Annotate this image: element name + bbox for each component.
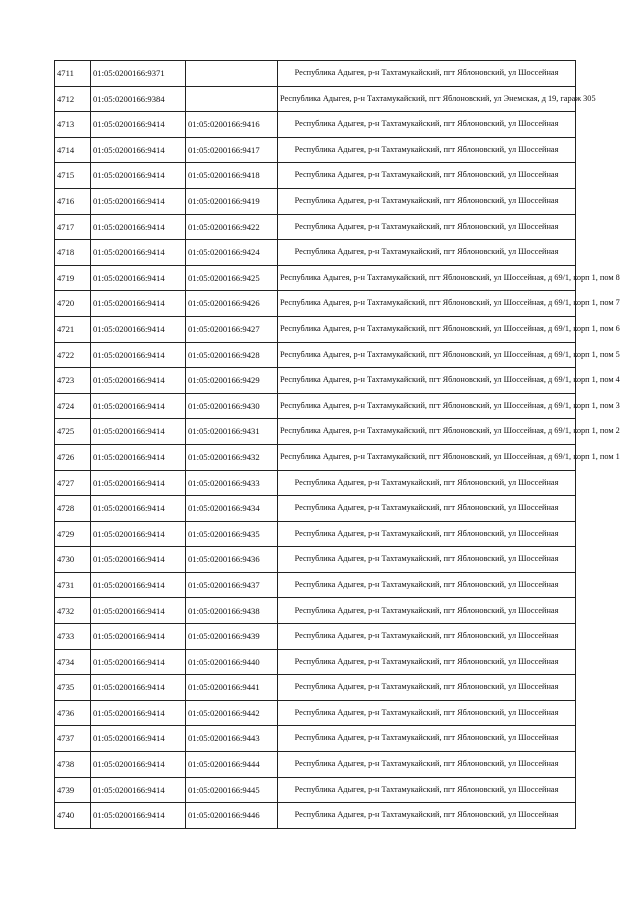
- address-cell: Республика Адыгея, р-н Тахтамукайский, пгт Яблоновский, ул Шоссейная: [278, 675, 576, 701]
- related-cadastral-number-cell: 01:05:0200166:9444: [186, 752, 278, 778]
- address-cell: Республика Адыгея, р-н Тахтамукайский, пгт Яблоновский, ул Шоссейная, д 69/1, корп 1, пом 5: [278, 342, 576, 368]
- table-row: [55, 368, 576, 394]
- table-row: [55, 803, 576, 829]
- table-row: [55, 624, 576, 650]
- related-cadastral-number-cell: 01:05:0200166:9446: [186, 803, 278, 829]
- row-number-cell: 4725: [55, 419, 91, 445]
- row-number-cell: 4729: [55, 521, 91, 547]
- row-number-cell: 4728: [55, 496, 91, 522]
- row-number-cell: 4715: [55, 163, 91, 189]
- table-row: [55, 649, 576, 675]
- related-cadastral-number-cell: 01:05:0200166:9427: [186, 316, 278, 342]
- cadastral-number-cell: 01:05:0200166:9414: [91, 470, 186, 496]
- related-cadastral-number-cell: 01:05:0200166:9418: [186, 163, 278, 189]
- address-cell: Республика Адыгея, р-н Тахтамукайский, пгт Яблоновский, ул Шоссейная, д 69/1, корп 1, пом 1: [278, 444, 576, 470]
- table-row: [55, 470, 576, 496]
- table-row: [55, 265, 576, 291]
- related-cadastral-number-cell: 01:05:0200166:9428: [186, 342, 278, 368]
- table-row: [55, 726, 576, 752]
- address-cell: Республика Адыгея, р-н Тахтамукайский, пгт Яблоновский, ул Шоссейная: [278, 214, 576, 240]
- table-row: [55, 342, 576, 368]
- cadastral-number-cell: 01:05:0200166:9414: [91, 547, 186, 573]
- row-number-cell: 4733: [55, 624, 91, 650]
- related-cadastral-number-cell: 01:05:0200166:9441: [186, 675, 278, 701]
- related-cadastral-number-cell: 01:05:0200166:9429: [186, 368, 278, 394]
- cadastral-number-cell: 01:05:0200166:9414: [91, 240, 186, 266]
- address-cell: Республика Адыгея, р-н Тахтамукайский, пгт Яблоновский, ул Шоссейная, д 69/1, корп 1, пом 3: [278, 393, 576, 419]
- address-cell: Республика Адыгея, р-н Тахтамукайский, пгт Яблоновский, ул Шоссейная, д 69/1, корп 1, пом 4: [278, 368, 576, 394]
- cadastral-number-cell: 01:05:0200166:9414: [91, 393, 186, 419]
- address-cell: Республика Адыгея, р-н Тахтамукайский, пгт Яблоновский, ул Шоссейная: [278, 61, 576, 87]
- row-number-cell: 4713: [55, 112, 91, 138]
- row-number-cell: 4712: [55, 86, 91, 112]
- row-number-cell: 4735: [55, 675, 91, 701]
- address-cell: Республика Адыгея, р-н Тахтамукайский, пгт Яблоновский, ул Шоссейная: [278, 137, 576, 163]
- cadastral-number-cell: 01:05:0200166:9414: [91, 649, 186, 675]
- cadastral-number-cell: 01:05:0200166:9414: [91, 675, 186, 701]
- related-cadastral-number-cell: 01:05:0200166:9416: [186, 112, 278, 138]
- related-cadastral-number-cell: 01:05:0200166:9425: [186, 265, 278, 291]
- related-cadastral-number-cell: [186, 86, 278, 112]
- row-number-cell: 4719: [55, 265, 91, 291]
- table-row: [55, 752, 576, 778]
- table-row: [55, 163, 576, 189]
- table-row: [55, 572, 576, 598]
- address-cell: Республика Адыгея, р-н Тахтамукайский, пгт Яблоновский, ул Шоссейная: [278, 240, 576, 266]
- address-cell: Республика Адыгея, р-н Тахтамукайский, пгт Яблоновский, ул Шоссейная: [278, 803, 576, 829]
- table-row: [55, 214, 576, 240]
- related-cadastral-number-cell: 01:05:0200166:9431: [186, 419, 278, 445]
- table-row: [55, 393, 576, 419]
- table-row: [55, 86, 576, 112]
- row-number-cell: 4716: [55, 188, 91, 214]
- address-cell: Республика Адыгея, р-н Тахтамукайский, пгт Яблоновский, ул Шоссейная, д 69/1, корп 1, пом 8: [278, 265, 576, 291]
- row-number-cell: 4740: [55, 803, 91, 829]
- table-row: [55, 521, 576, 547]
- related-cadastral-number-cell: 01:05:0200166:9439: [186, 624, 278, 650]
- row-number-cell: 4734: [55, 649, 91, 675]
- table-row: [55, 598, 576, 624]
- related-cadastral-number-cell: 01:05:0200166:9417: [186, 137, 278, 163]
- table-row: [55, 444, 576, 470]
- row-number-cell: 4731: [55, 572, 91, 598]
- cadastral-number-cell: 01:05:0200166:9414: [91, 291, 186, 317]
- row-number-cell: 4714: [55, 137, 91, 163]
- cadastral-number-cell: 01:05:0200166:9414: [91, 624, 186, 650]
- address-cell: Республика Адыгея, р-н Тахтамукайский, пгт Яблоновский, ул Шоссейная: [278, 496, 576, 522]
- row-number-cell: 4738: [55, 752, 91, 778]
- row-number-cell: 4732: [55, 598, 91, 624]
- table-row: [55, 700, 576, 726]
- table-row: [55, 496, 576, 522]
- address-cell: Республика Адыгея, р-н Тахтамукайский, пгт Яблоновский, ул Шоссейная: [278, 163, 576, 189]
- address-cell: Республика Адыгея, р-н Тахтамукайский, пгт Яблоновский, ул Шоссейная: [278, 624, 576, 650]
- cadastral-number-cell: 01:05:0200166:9414: [91, 700, 186, 726]
- address-cell: Республика Адыгея, р-н Тахтамукайский, пгт Яблоновский, ул Шоссейная: [278, 598, 576, 624]
- table-row: [55, 240, 576, 266]
- row-number-cell: 4736: [55, 700, 91, 726]
- address-cell: Республика Адыгея, р-н Тахтамукайский, пгт Яблоновский, ул Шоссейная: [278, 752, 576, 778]
- related-cadastral-number-cell: 01:05:0200166:9434: [186, 496, 278, 522]
- address-cell: Республика Адыгея, р-н Тахтамукайский, пгт Яблоновский, ул Шоссейная, д 69/1, корп 1, пом 7: [278, 291, 576, 317]
- related-cadastral-number-cell: 01:05:0200166:9443: [186, 726, 278, 752]
- registry-table-body: [55, 61, 620, 829]
- cadastral-number-cell: 01:05:0200166:9414: [91, 752, 186, 778]
- related-cadastral-number-cell: 01:05:0200166:9419: [186, 188, 278, 214]
- row-number-cell: 4711: [55, 61, 91, 87]
- table-row: [55, 137, 576, 163]
- row-number-cell: 4721: [55, 316, 91, 342]
- address-cell: Республика Адыгея, р-н Тахтамукайский, пгт Яблоновский, ул Шоссейная: [278, 112, 576, 138]
- row-number-cell: 4726: [55, 444, 91, 470]
- cadastral-number-cell: 01:05:0200166:9414: [91, 598, 186, 624]
- table-row: [55, 188, 576, 214]
- cadastral-number-cell: 01:05:0200166:9371: [91, 61, 186, 87]
- related-cadastral-number-cell: 01:05:0200166:9433: [186, 470, 278, 496]
- cadastral-number-cell: 01:05:0200166:9414: [91, 444, 186, 470]
- table-row: [55, 291, 576, 317]
- cadastral-number-cell: 01:05:0200166:9414: [91, 726, 186, 752]
- cadastral-number-cell: 01:05:0200166:9414: [91, 188, 186, 214]
- related-cadastral-number-cell: 01:05:0200166:9426: [186, 291, 278, 317]
- table-row: [55, 547, 576, 573]
- row-number-cell: 4724: [55, 393, 91, 419]
- cadastral-number-cell: 01:05:0200166:9414: [91, 137, 186, 163]
- address-cell: Республика Адыгея, р-н Тахтамукайский, пгт Яблоновский, ул Шоссейная: [278, 726, 576, 752]
- related-cadastral-number-cell: 01:05:0200166:9436: [186, 547, 278, 573]
- related-cadastral-number-cell: 01:05:0200166:9438: [186, 598, 278, 624]
- cadastral-number-cell: 01:05:0200166:9414: [91, 163, 186, 189]
- row-number-cell: 4739: [55, 777, 91, 803]
- address-cell: Республика Адыгея, р-н Тахтамукайский, пгт Яблоновский, ул Шоссейная: [278, 777, 576, 803]
- table-row: [55, 419, 576, 445]
- row-number-cell: 4727: [55, 470, 91, 496]
- cadastral-number-cell: 01:05:0200166:9414: [91, 777, 186, 803]
- cadastral-number-cell: 01:05:0200166:9414: [91, 342, 186, 368]
- row-number-cell: 4720: [55, 291, 91, 317]
- row-number-cell: 4737: [55, 726, 91, 752]
- row-number-cell: 4723: [55, 368, 91, 394]
- table-row: [55, 777, 576, 803]
- related-cadastral-number-cell: 01:05:0200166:9432: [186, 444, 278, 470]
- cadastral-registry-table: [54, 60, 620, 829]
- cadastral-number-cell: 01:05:0200166:9384: [91, 86, 186, 112]
- address-cell: Республика Адыгея, р-н Тахтамукайский, пгт Яблоновский, ул Шоссейная: [278, 470, 576, 496]
- related-cadastral-number-cell: 01:05:0200166:9437: [186, 572, 278, 598]
- cadastral-number-cell: 01:05:0200166:9414: [91, 521, 186, 547]
- cadastral-number-cell: 01:05:0200166:9414: [91, 316, 186, 342]
- address-cell: Республика Адыгея, р-н Тахтамукайский, пгт Яблоновский, ул Шоссейная: [278, 547, 576, 573]
- address-cell: Республика Адыгея, р-н Тахтамукайский, пгт Яблоновский, ул Шоссейная: [278, 572, 576, 598]
- table-row: [55, 316, 576, 342]
- related-cadastral-number-cell: 01:05:0200166:9440: [186, 649, 278, 675]
- cadastral-number-cell: 01:05:0200166:9414: [91, 496, 186, 522]
- row-number-cell: 4718: [55, 240, 91, 266]
- related-cadastral-number-cell: 01:05:0200166:9430: [186, 393, 278, 419]
- related-cadastral-number-cell: 01:05:0200166:9442: [186, 700, 278, 726]
- address-cell: Республика Адыгея, р-н Тахтамукайский, пгт Яблоновский, ул Шоссейная: [278, 188, 576, 214]
- cadastral-number-cell: 01:05:0200166:9414: [91, 572, 186, 598]
- address-cell: Республика Адыгея, р-н Тахтамукайский, пгт Яблоновский, ул Шоссейная: [278, 649, 576, 675]
- address-cell: Республика Адыгея, р-н Тахтамукайский, пгт Яблоновский, ул Энемская, д 19, гараж 305: [278, 86, 576, 112]
- related-cadastral-number-cell: [186, 61, 278, 87]
- cadastral-number-cell: 01:05:0200166:9414: [91, 419, 186, 445]
- table-row: [55, 675, 576, 701]
- row-number-cell: 4730: [55, 547, 91, 573]
- address-cell: Республика Адыгея, р-н Тахтамукайский, пгт Яблоновский, ул Шоссейная: [278, 700, 576, 726]
- related-cadastral-number-cell: 01:05:0200166:9424: [186, 240, 278, 266]
- address-cell: Республика Адыгея, р-н Тахтамукайский, пгт Яблоновский, ул Шоссейная, д 69/1, корп 1, пом 2: [278, 419, 576, 445]
- cadastral-number-cell: 01:05:0200166:9414: [91, 112, 186, 138]
- address-cell: Республика Адыгея, р-н Тахтамукайский, пгт Яблоновский, ул Шоссейная, д 69/1, корп 1, пом 6: [278, 316, 576, 342]
- related-cadastral-number-cell: 01:05:0200166:9445: [186, 777, 278, 803]
- related-cadastral-number-cell: 01:05:0200166:9422: [186, 214, 278, 240]
- cadastral-number-cell: 01:05:0200166:9414: [91, 214, 186, 240]
- table-row: [55, 112, 576, 138]
- row-number-cell: 4717: [55, 214, 91, 240]
- row-number-cell: 4722: [55, 342, 91, 368]
- table-row: [55, 61, 576, 87]
- related-cadastral-number-cell: 01:05:0200166:9435: [186, 521, 278, 547]
- cadastral-number-cell: 01:05:0200166:9414: [91, 265, 186, 291]
- cadastral-number-cell: 01:05:0200166:9414: [91, 803, 186, 829]
- address-cell: Республика Адыгея, р-н Тахтамукайский, пгт Яблоновский, ул Шоссейная: [278, 521, 576, 547]
- cadastral-number-cell: 01:05:0200166:9414: [91, 368, 186, 394]
